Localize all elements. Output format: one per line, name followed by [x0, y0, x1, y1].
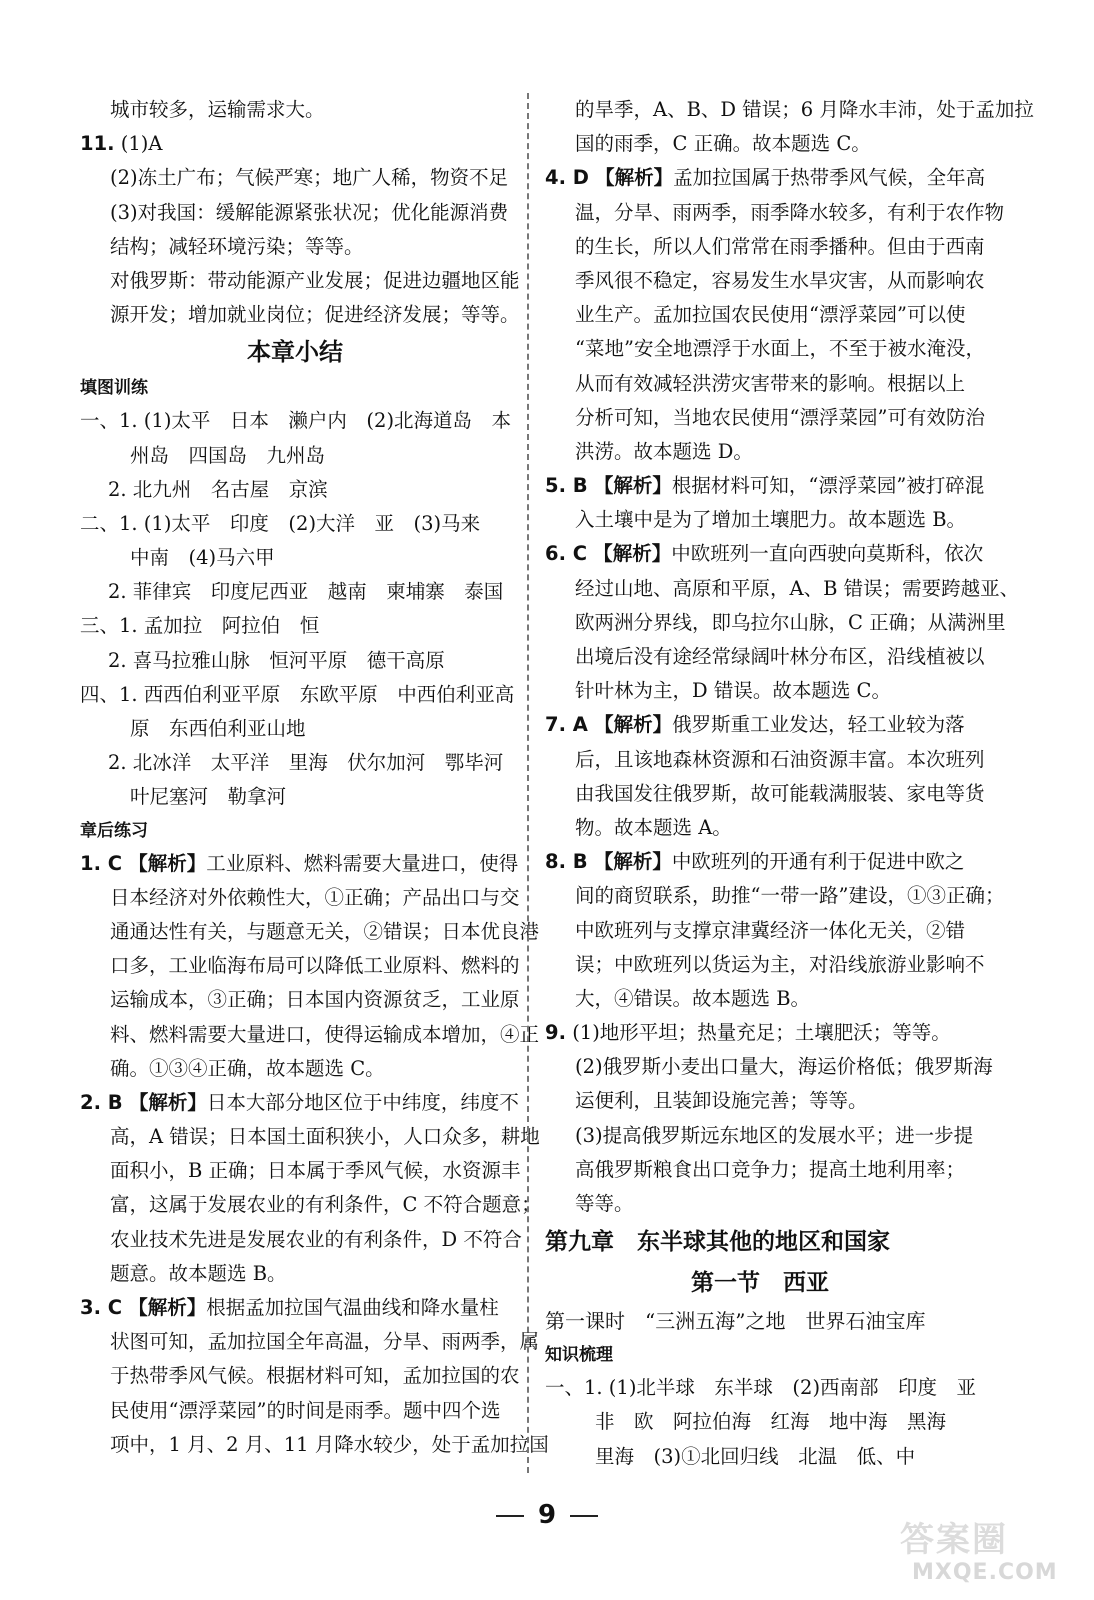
text-line — [80, 1188, 541, 1222]
line-text: 误；中欧班列以货运为主，对沿线旅游业影响不 — [575, 952, 985, 976]
line-text: 高，A 错误；日本国土面积狭小，人口众多，耕地 — [110, 1125, 540, 1149]
left-column — [80, 93, 549, 1462]
text-line — [80, 575, 510, 609]
heading-sub: 章后练习 — [80, 820, 148, 841]
text-line — [545, 503, 975, 537]
line-text: 入土壤中是为了增加土壤肥力。故本题选 B。 — [575, 508, 967, 532]
text-line — [545, 708, 975, 742]
line-text: 中欧班列的开通有利于促进中欧之 — [671, 850, 965, 874]
text-line — [545, 845, 975, 879]
line-text: 农业技术先进是发展农业的有利条件，D 不符合 — [110, 1227, 522, 1251]
question-number: 9. — [545, 1021, 566, 1045]
text-line — [80, 949, 520, 983]
line-text: 2. 喜马拉雅山脉 恒河平原 德干高原 — [108, 648, 445, 672]
line-text: 通通达性有关，与题意无关，②错误；日本优良港 — [110, 919, 540, 943]
line-text: 从而有效减轻洪涝灾害带来的影响。根据以上 — [575, 371, 966, 395]
text-line — [545, 948, 985, 982]
text-line — [80, 1052, 510, 1086]
line-text: (2)俄罗斯小麦出口量大，海运价格低；俄罗斯海 — [575, 1055, 993, 1079]
text-line — [545, 1440, 975, 1474]
line-text: 结构；减轻环境污染；等等。 — [110, 234, 364, 258]
line-text: 国的雨季，C 正确。故本题选 C。 — [575, 132, 871, 156]
text-line — [80, 678, 515, 712]
text-line — [80, 1394, 510, 1428]
line-text: 的旱季，A、B、D 错误；6 月降水丰沛，处于孟加拉 — [575, 98, 1034, 121]
text-line — [80, 196, 510, 230]
line-text: 日本大部分地区位于中纬度，纬度不 — [206, 1090, 519, 1114]
line-text: 叶尼塞河 勒拿河 — [130, 785, 287, 809]
line-text: 根据材料可知，“漂浮菜园”被打碎混 — [671, 474, 985, 498]
heading-center: 本章小结 — [247, 338, 343, 367]
line-text: 二、1. (1)太平 印度 (2)大洋 亚 (3)马来 — [80, 511, 481, 535]
text-line — [545, 572, 1020, 606]
heading-lesson: 第一课时 “三洲五海”之地 世界石油宝库 — [545, 1309, 926, 1334]
analysis-tag: 【解析】 — [593, 850, 672, 874]
line-text: 项中，1 月、2 月、11 月降水较少，处于孟加拉国 — [110, 1432, 549, 1456]
text-line — [545, 93, 1034, 127]
text-line — [545, 1050, 993, 1084]
line-text: 确。①③④正确，故本题选 C。 — [110, 1056, 385, 1080]
line-text: 运便利，且装卸设施完善；等等。 — [575, 1089, 868, 1113]
question-number: 6. C — [545, 542, 588, 566]
text-line — [80, 1223, 522, 1257]
question-number: 1. C — [80, 851, 123, 875]
text-line — [80, 404, 510, 438]
heading-section: 第一节 西亚 — [691, 1270, 829, 1297]
text-line — [80, 1291, 510, 1325]
line-text: 由我国发往俄罗斯，故可能载满服装、家电等货 — [575, 781, 985, 805]
line-text: 孟加拉国属于热带季风气候，全年高 — [673, 166, 986, 190]
text-line — [80, 609, 510, 643]
text-line — [80, 1018, 540, 1052]
line-text: 源开发；增加就业岗位；促进经济发展；等等。 — [110, 303, 520, 327]
text-line — [545, 1016, 975, 1050]
line-text: (2)冻土广布；气候严寒；地广人稀，物资不足 — [110, 166, 509, 190]
line-text: 业生产。孟加拉国农民使用“漂浮菜园”可以使 — [575, 303, 966, 327]
watermark-logo — [892, 1512, 1084, 1592]
line-text: 洪涝。故本题选 D。 — [575, 439, 753, 463]
line-text: 欧两洲分界线，即乌拉尔山脉，C 正确；从满洲里 — [575, 610, 1006, 634]
line-text: (3)对我国：缓解能源紧张状况；优化能源消费 — [110, 200, 509, 224]
line-text: 非 欧 阿拉伯海 红海 地中海 黑海 — [595, 1410, 947, 1434]
text-line — [80, 1257, 510, 1291]
question-number: 5. B — [545, 474, 588, 498]
line-text: 大，④错误。故本题选 B。 — [575, 986, 811, 1010]
text-line — [80, 127, 510, 161]
text-line — [80, 1120, 540, 1154]
text-line — [80, 1428, 549, 1462]
text-line — [545, 674, 975, 708]
analysis-tag: 【解析】 — [128, 851, 207, 875]
text-line — [80, 1154, 521, 1188]
line-text: 城市较多，运输需求大。 — [110, 98, 325, 121]
text-line — [545, 879, 1005, 913]
text-line — [80, 473, 510, 507]
line-text: 于热带季风气候。根据材料可知，孟加拉国的农 — [110, 1364, 520, 1388]
text-line — [545, 743, 985, 777]
line-text: 针叶林为主，D 错误。故本题选 C。 — [575, 679, 891, 703]
text-line — [545, 161, 986, 195]
text-line — [545, 1405, 975, 1439]
line-text: 中欧班列一直向西驶向莫斯科，依次 — [671, 542, 984, 566]
line-text: 物。故本题选 A。 — [575, 815, 732, 839]
text-line — [80, 780, 510, 814]
text-line — [545, 606, 1006, 640]
analysis-tag: 【解析】 — [595, 166, 674, 190]
line-text: 的生长，所以人们常常在雨季播种。但由于西南 — [575, 234, 985, 258]
line-text: 分析可知，当地农民使用“漂浮菜园”可有效防治 — [575, 405, 985, 429]
analysis-tag: 【解析】 — [593, 474, 672, 498]
analysis-tag: 【解析】 — [128, 1296, 207, 1319]
text-line — [545, 640, 985, 674]
text-line — [80, 746, 510, 780]
line-text: 对俄罗斯：带动能源产业发展；促进边疆地区能 — [110, 268, 520, 292]
line-text: 状图可知，孟加拉国全年高温，分旱、雨两季，属 — [110, 1330, 540, 1354]
line-text: 四、1. 西西伯利亚平原 东欧平原 中西伯利亚高 — [80, 682, 515, 706]
analysis-tag: 【解析】 — [128, 1090, 207, 1114]
line-text: 原 东西伯利亚山地 — [130, 717, 306, 740]
line-text: 三、1. 孟加拉 阿拉伯 恒 — [80, 614, 320, 638]
line-text: 面积小，B 正确；日本属于季风气候，水资源丰 — [110, 1159, 521, 1183]
line-text: 中南 (4)马六甲 — [130, 546, 275, 570]
line-text: 工业原料、燃料需要大量进口，使得 — [206, 851, 519, 875]
line-text: (1)地形平坦；热量充足；土壤肥沃；等等。 — [572, 1021, 951, 1045]
text-line — [545, 811, 975, 845]
question-number: 2. B — [80, 1090, 123, 1114]
text-line — [545, 537, 984, 571]
line-text: 一、1. (1)太平 日本 濑户内 (2)北海道岛 本 — [80, 409, 512, 433]
line-text: 后，且该地森林资源和石油资源丰富。本次班列 — [575, 747, 985, 771]
line-text: 里海 (3)①北回归线 北温 低、中 — [595, 1444, 916, 1468]
text-line — [80, 507, 510, 541]
page-number-dash-right — [570, 1515, 598, 1517]
text-line — [545, 469, 985, 503]
line-text: 日本经济对外依赖性大，①正确；产品出口与交 — [110, 885, 520, 909]
text-line — [545, 196, 1005, 230]
text-line — [545, 914, 975, 948]
text-line — [80, 541, 510, 575]
right-column — [545, 93, 1034, 1474]
text-line — [545, 1371, 975, 1405]
line-text: 口多，工业临海布局可以降低工业原料、燃料的 — [110, 954, 520, 978]
text-line — [80, 983, 520, 1017]
text-line — [80, 298, 520, 332]
text-line — [80, 264, 520, 298]
column-divider — [527, 93, 529, 1473]
text-line — [80, 915, 540, 949]
text-line — [80, 93, 510, 127]
text-line — [80, 161, 510, 195]
line-text: 料、燃料需要大量进口，使得运输成本增加，④正 — [110, 1022, 540, 1046]
text-line — [80, 881, 520, 915]
text-line — [545, 298, 975, 332]
text-line — [545, 1084, 975, 1118]
heading-chapter: 第九章 东半球其他的地区和国家 — [545, 1229, 890, 1256]
line-text: 2. 菲律宾 印度尼西亚 越南 柬埔寨 泰国 — [108, 580, 504, 604]
text-line — [545, 264, 985, 298]
line-text: 州岛 四国岛 九州岛 — [130, 443, 326, 467]
line-text: 高俄罗斯粮食出口竞争力；提高土地利用率； — [575, 1157, 966, 1181]
line-text: 季风很不稳定，容易发生水旱灾害，从而影响农 — [575, 268, 985, 292]
text-line — [80, 644, 510, 678]
question-number: 4. D — [545, 166, 589, 190]
text-line — [80, 439, 510, 473]
line-text: 间的商贸联系，助推“一带一路”建设，①③正确； — [575, 884, 1005, 908]
analysis-tag: 【解析】 — [593, 542, 672, 566]
page-number-value: 9 — [537, 1500, 557, 1530]
line-text: “菜地”安全地漂浮于水面上，不至于被水淹没， — [575, 337, 985, 361]
text-line — [545, 401, 985, 435]
watermark-url: MXQE.COM — [912, 1560, 1058, 1585]
line-text: 民使用“漂浮菜园”的时间是雨季。题中四个选 — [110, 1398, 501, 1422]
text-line — [80, 712, 510, 746]
text-line — [545, 1119, 975, 1153]
text-line — [545, 777, 985, 811]
question-number: 8. B — [545, 850, 588, 874]
text-line — [545, 1187, 975, 1221]
line-text: 2. 北九州 名古屋 京滨 — [108, 477, 328, 501]
line-text: 运输成本，③正确；日本国内资源贫乏，工业原 — [110, 988, 520, 1012]
line-text: 中欧班列与支撑京津冀经济一体化无关，②错 — [575, 918, 966, 942]
text-line — [545, 367, 975, 401]
line-text: 根据孟加拉国气温曲线和降水量柱 — [206, 1296, 499, 1319]
line-text: (3)提高俄罗斯远东地区的发展水平；进一步提 — [575, 1123, 974, 1147]
text-line — [545, 332, 985, 366]
line-text: 经过山地、高原和平原，A、B 错误；需要跨越亚、 — [575, 576, 1020, 600]
text-line — [80, 1359, 520, 1393]
heading-sub: 填图训练 — [80, 378, 148, 399]
text-line — [80, 847, 519, 881]
page-number-dash-left — [496, 1515, 524, 1517]
text-line — [545, 1153, 975, 1187]
line-text: 题意。故本题选 B。 — [110, 1261, 287, 1285]
text-line — [545, 435, 975, 469]
text-line — [80, 1086, 519, 1120]
line-text: 温，分旱、雨两季，雨季降水较多，有利于农作物 — [575, 200, 1005, 224]
line-text: 2. 北冰洋 太平洋 里海 伏尔加河 鄂毕河 — [108, 751, 504, 775]
heading-sub: 知识梳理 — [545, 1345, 613, 1366]
question-number: 7. A — [545, 713, 588, 737]
question-number: 3. C — [80, 1296, 123, 1319]
question-number: 11. — [80, 132, 115, 156]
text-line — [80, 1325, 540, 1359]
line-text: 出境后没有途经常绿阔叶林分布区，沿线植被以 — [575, 645, 985, 668]
text-line — [545, 982, 975, 1016]
watermark-text: 答案圈 — [900, 1520, 1008, 1560]
line-text: 俄罗斯重工业发达，轻工业较为落 — [672, 713, 965, 737]
text-line — [545, 127, 975, 161]
line-text: 等等。 — [575, 1192, 634, 1215]
line-text: 一、1. (1)北半球 东半球 (2)西南部 印度 亚 — [545, 1376, 977, 1400]
line-text: (1)A — [120, 132, 163, 156]
text-line — [545, 230, 985, 264]
analysis-tag: 【解析】 — [594, 713, 673, 737]
line-text: 富，这属于发展农业的有利条件，C 不符合题意； — [110, 1193, 541, 1217]
text-line — [80, 230, 510, 264]
